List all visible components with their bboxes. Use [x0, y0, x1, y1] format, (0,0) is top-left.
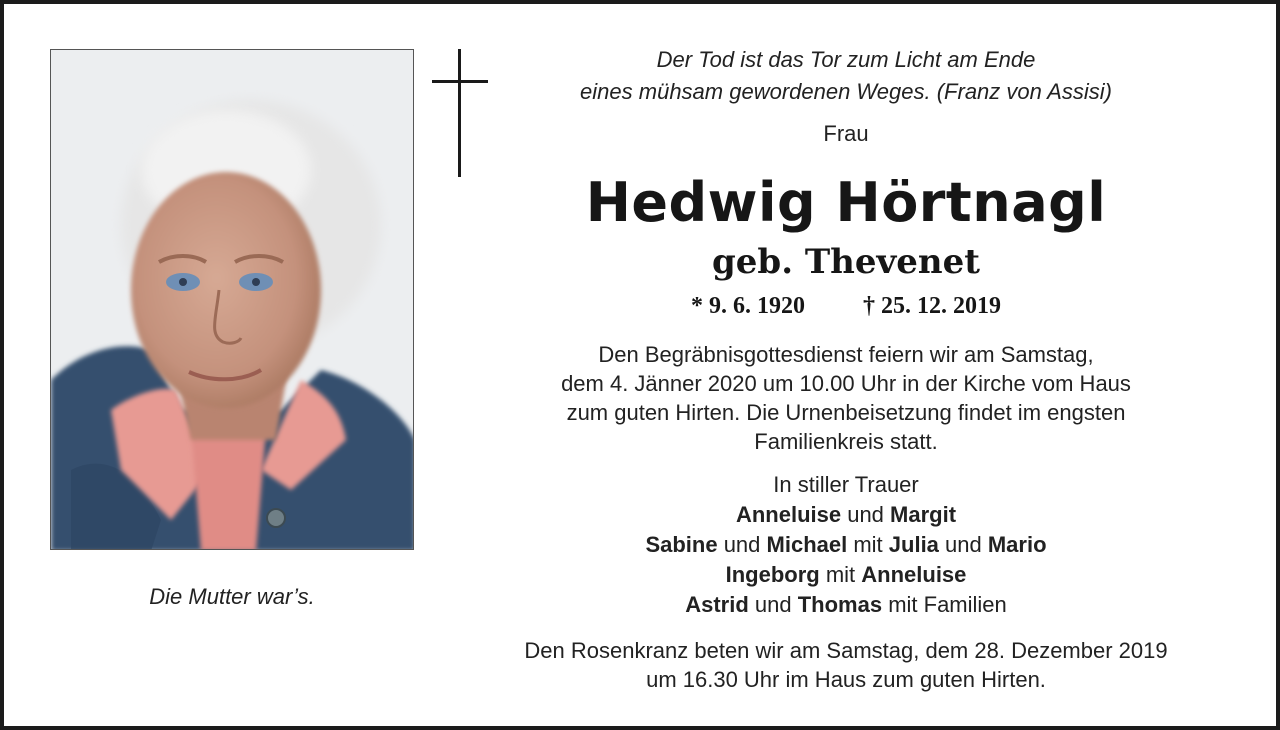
- service-announcement: [466, 340, 1226, 456]
- mourners-intro: In stiller Trauer: [773, 472, 919, 497]
- connector: mit: [819, 562, 862, 587]
- connector: und: [717, 532, 767, 557]
- service-line: Den Begräbnisgottesdienst feiern wir am Samstag,: [598, 342, 1094, 367]
- death-date: † 25. 12. 2019: [863, 293, 1001, 319]
- service-line: dem 4. Jänner 2020 um 10.00 Uhr in der Kirche vom Haus: [561, 371, 1131, 396]
- mourner-name: Julia: [888, 532, 939, 557]
- photo-caption: Die Mutter war’s.: [149, 584, 315, 609]
- mourners-line: [466, 560, 1226, 590]
- mourners-block: [466, 470, 1226, 620]
- service-line: zum guten Hirten. Die Urnenbeisetzung findet im engsten: [566, 400, 1126, 425]
- mourner-name: Anneluise: [861, 562, 967, 587]
- rosary-announcement: [466, 636, 1226, 694]
- portrait-photo: [50, 49, 414, 550]
- connector: mit Familien: [882, 592, 1007, 617]
- life-dates: [466, 290, 1226, 322]
- mourner-name: Sabine: [645, 532, 718, 557]
- quote-line: eines mühsam gewordenen Weges. (Franz von Assisi): [580, 79, 1112, 104]
- quote-line: Der Tod ist das Tor zum Licht am Ende: [656, 47, 1036, 72]
- mourner-name: Margit: [890, 502, 957, 527]
- connector: und: [841, 502, 891, 527]
- connector: mit: [847, 532, 889, 557]
- mourner-name: Ingeborg: [725, 562, 820, 587]
- mourner-name: Anneluise: [735, 502, 842, 527]
- mourner-name: Thomas: [797, 592, 883, 617]
- mourner-name: Mario: [987, 532, 1047, 557]
- birth-name: geb. Thevenet: [712, 242, 980, 282]
- mourner-name: Astrid: [685, 592, 749, 617]
- mourners-line: [466, 500, 1226, 530]
- mourners-line: [466, 530, 1226, 560]
- connector: und: [938, 532, 988, 557]
- rosary-line: um 16.30 Uhr im Haus zum guten Hirten.: [646, 667, 1046, 692]
- rosary-line: Den Rosenkranz beten wir am Samstag, dem 28. Dezember 2019: [524, 638, 1168, 663]
- quote: [466, 44, 1226, 108]
- service-line: Familienkreis statt.: [754, 429, 938, 454]
- birth-date: * 9. 6. 1920: [691, 293, 805, 319]
- salutation: Frau: [823, 121, 869, 146]
- mourners-line: [466, 590, 1226, 620]
- mourner-name: Michael: [766, 532, 848, 557]
- connector: und: [748, 592, 798, 617]
- deceased-name: Hedwig Hörtnagl: [585, 171, 1107, 234]
